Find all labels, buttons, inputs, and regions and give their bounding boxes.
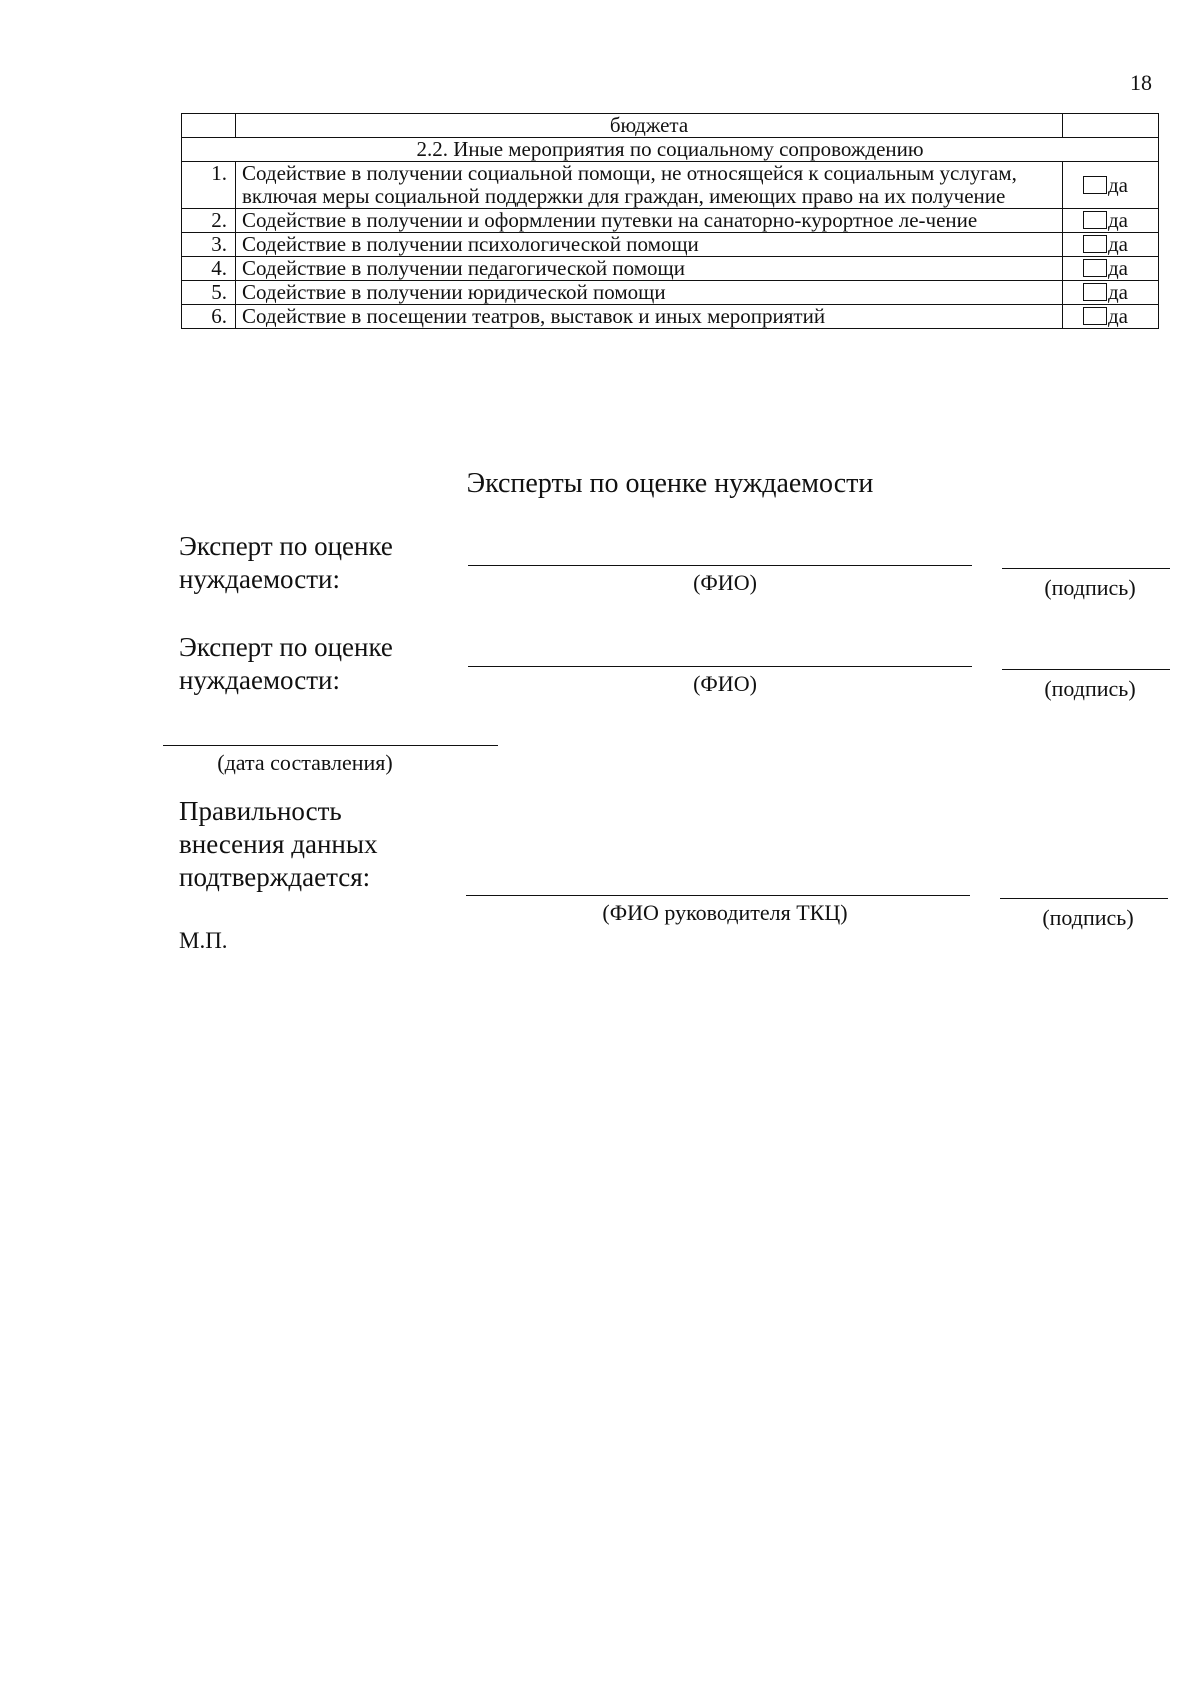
table-row <box>182 233 1159 257</box>
confirm-fio-line[interactable] <box>466 895 970 896</box>
row-text: Содействие в получении социальной помощи, не относящейся к социальным услугам, включая меры социальной поддержки для граждан, имеющих право на их получение <box>236 162 1063 209</box>
row-number: 2. <box>182 209 236 233</box>
confirm-label-line3: подтверждается: <box>179 862 371 892</box>
checkbox-box-icon[interactable] <box>1083 235 1107 253</box>
row-text: Содействие в получении и оформлении путевки на санаторно-курортное ле-чение <box>236 209 1063 233</box>
experts-heading: Эксперты по оценке нуждаемости <box>466 468 874 499</box>
confirm-label-line1: Правильность <box>179 796 342 826</box>
measures-table <box>181 113 1159 329</box>
section-title: 2.2. Иные мероприятия по социальному сопровождению <box>182 138 1159 162</box>
row-text: Содействие в получении юридической помощи <box>236 281 1063 305</box>
expert1-fio-caption: (ФИО) <box>693 570 757 595</box>
checkbox-box-icon[interactable] <box>1083 259 1107 277</box>
page-number: 18 <box>1130 70 1152 95</box>
expert2-signature-caption: (подпись) <box>1044 676 1136 701</box>
row-number: 5. <box>182 281 236 305</box>
expert1-label-line1: Эксперт по оценке <box>179 531 393 561</box>
row-text: Содействие в посещении театров, выставок и иных мероприятий <box>236 305 1063 329</box>
expert2-label-line2: нуждаемости: <box>179 665 340 695</box>
row-number: 4. <box>182 257 236 281</box>
checkbox-yes[interactable] <box>1063 162 1159 209</box>
expert2-fio-line[interactable] <box>468 666 972 667</box>
date-line[interactable] <box>163 745 498 746</box>
checkbox-label: да <box>1108 304 1129 328</box>
checkbox-yes[interactable] <box>1063 305 1159 329</box>
confirm-signature-caption: (подпись) <box>1042 905 1134 930</box>
checkbox-label: да <box>1108 256 1129 280</box>
expert1-signature-line[interactable] <box>1002 568 1170 569</box>
confirm-label-line2: внесения данных <box>179 829 378 859</box>
expert1-fio-line[interactable] <box>468 565 972 566</box>
checkbox-box-icon[interactable] <box>1083 307 1107 325</box>
section-title-row <box>182 138 1159 162</box>
row-text: Содействие в получении психологической помощи <box>236 233 1063 257</box>
table-row <box>182 281 1159 305</box>
top-row-text: бюджета <box>236 114 1063 138</box>
expert1-label-line2: нуждаемости: <box>179 564 340 594</box>
checkbox-label: да <box>1108 172 1129 197</box>
expert1-signature-caption: (подпись) <box>1044 575 1136 600</box>
row-number: 3. <box>182 233 236 257</box>
row-text: Содействие в получении педагогической помощи <box>236 257 1063 281</box>
table-row <box>182 305 1159 329</box>
checkbox-box-icon[interactable] <box>1083 211 1107 229</box>
checkbox-label: да <box>1108 208 1129 232</box>
checkbox-label: да <box>1108 232 1129 256</box>
row-number: 1. <box>182 162 236 209</box>
table-row <box>182 209 1159 233</box>
table-row-top <box>182 114 1159 138</box>
date-caption: (дата составления) <box>217 750 393 775</box>
confirm-signature-line[interactable] <box>1000 898 1168 899</box>
row-number: 6. <box>182 305 236 329</box>
checkbox-yes[interactable] <box>1063 257 1159 281</box>
expert2-label-line1: Эксперт по оценке <box>179 632 393 662</box>
checkbox-label: да <box>1108 280 1129 304</box>
expert2-signature-line[interactable] <box>1002 669 1170 670</box>
table-row <box>182 257 1159 281</box>
stamp-place: М.П. <box>179 928 228 953</box>
confirm-fio-caption: (ФИО руководителя ТКЦ) <box>602 900 848 925</box>
checkbox-yes[interactable] <box>1063 209 1159 233</box>
checkbox-box-icon[interactable] <box>1083 283 1107 301</box>
table-row <box>182 162 1159 209</box>
checkbox-yes[interactable] <box>1063 233 1159 257</box>
checkbox-box-icon[interactable] <box>1083 176 1107 194</box>
expert2-fio-caption: (ФИО) <box>693 671 757 696</box>
checkbox-yes[interactable] <box>1063 281 1159 305</box>
